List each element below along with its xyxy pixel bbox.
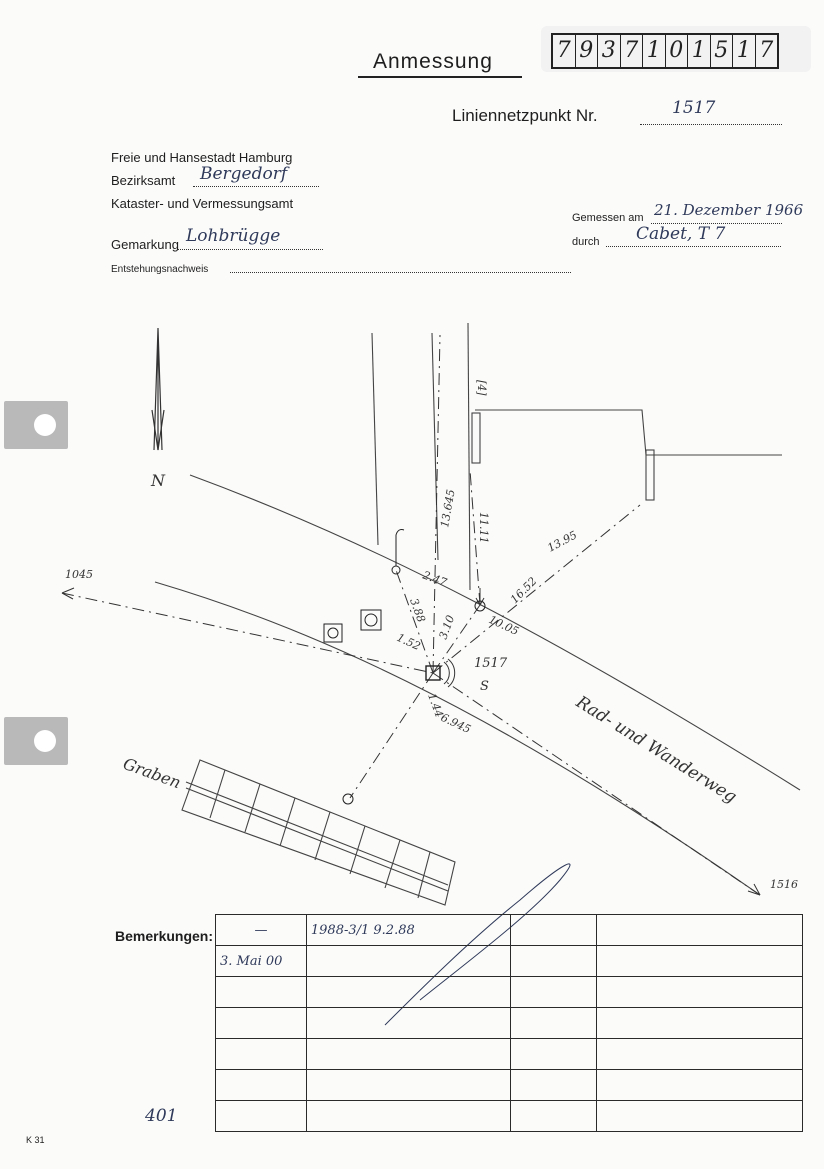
table-row (216, 1101, 803, 1132)
gemessen-label: Gemessen am (572, 212, 644, 224)
house-label: [4] (475, 380, 488, 396)
table-cell (597, 1070, 803, 1101)
table-cell: 1988-3/1 9.2.88 (306, 915, 510, 946)
table-cell (510, 1070, 597, 1101)
table-cell (597, 946, 803, 977)
measure-label: 3.10 (436, 613, 458, 642)
table-cell (510, 946, 597, 977)
handwritten-note: 401 (145, 1106, 178, 1126)
measure-label: 1.44 (425, 691, 446, 720)
north-arrow-icon (152, 328, 164, 450)
table-cell (216, 1070, 307, 1101)
measure-label: 13.95 (545, 528, 580, 555)
point-number-sketch: 1517 (474, 656, 508, 671)
hydrant-box-icon (324, 624, 342, 642)
measure-label: 2.47 (420, 568, 449, 590)
table-cell (306, 1101, 510, 1132)
point-number-label: Liniennetzpunkt Nr. (452, 106, 598, 125)
table-row (216, 946, 803, 977)
table-cell (306, 977, 510, 1008)
form-code: K 31 (26, 1135, 45, 1145)
table-cell (597, 1008, 803, 1039)
table-cell (510, 1008, 597, 1039)
table-cell (597, 977, 803, 1008)
table-cell (510, 1101, 597, 1132)
durch-label: durch (572, 236, 600, 248)
gemarkung-label: Gemarkung (111, 237, 179, 252)
authority-name: Freie und Hansestadt Hamburg (111, 150, 293, 165)
table-cell (510, 1039, 597, 1070)
measure-label: 11.11 (477, 512, 490, 544)
ditch-hatching (182, 760, 455, 905)
hydrant-circle-icon (328, 628, 338, 638)
id-digit: 7 (759, 38, 774, 63)
table-cell (216, 977, 307, 1008)
measure-label: 13.645 (438, 488, 458, 529)
table-cell (597, 1039, 803, 1070)
valve-circle-icon (365, 614, 377, 626)
id-digit: 1 (643, 35, 666, 67)
id-digit: 9 (576, 35, 599, 67)
gemessen-value: 21. Dezember 1966 (654, 201, 804, 219)
ditch-label: Graben (120, 753, 184, 793)
measure-label: 6.945 (438, 710, 473, 737)
point-ref-left: 1045 (65, 568, 93, 581)
table-cell (216, 1101, 307, 1132)
durch-value: Cabet, T 7 (636, 224, 726, 244)
measure-label: 10.05 (486, 612, 521, 639)
form-title: Anmessung (373, 50, 493, 73)
table-cell (216, 1039, 307, 1070)
north-label: N (151, 471, 165, 490)
id-digit: 3 (598, 35, 621, 67)
id-digit: 1 (688, 35, 711, 67)
table-row (216, 1008, 803, 1039)
gemarkung-value: Lohbrügge (186, 226, 281, 246)
lamp-post-icon (392, 566, 400, 574)
id-digit: 7 (621, 35, 644, 67)
remarks-table (215, 914, 803, 1132)
tree-point-icon (343, 794, 353, 804)
table-cell (306, 1039, 510, 1070)
point-number-value: 1517 (672, 98, 716, 118)
measure-label: 1.52 (394, 630, 423, 654)
id-digit: 1 (733, 35, 756, 67)
table-cell (306, 946, 510, 977)
table-cell (510, 915, 597, 946)
measurement-lines (62, 335, 760, 895)
point-sub-label: S (480, 679, 489, 694)
point-arc-icon (444, 659, 455, 687)
table-row (216, 977, 803, 1008)
table-row (216, 1039, 803, 1070)
measure-label: 3.88 (407, 596, 428, 625)
entstehung-label: Entstehungsnachweis (111, 264, 209, 275)
table-cell (597, 915, 803, 946)
table-cell (216, 1008, 307, 1039)
lamp-arm-icon (396, 530, 404, 566)
point-ref-right: 1516 (770, 878, 798, 891)
table-row (216, 1070, 803, 1101)
table-row (216, 915, 803, 946)
valve-box-icon (361, 610, 381, 630)
building-outline (472, 410, 782, 500)
bezirksamt-value: Bergedorf (200, 164, 288, 184)
office-name: Kataster- und Vermessungsamt (111, 196, 294, 211)
table-cell (306, 1008, 510, 1039)
arrow-left-icon (62, 588, 74, 599)
id-digit: 0 (666, 35, 689, 67)
table-cell (597, 1101, 803, 1132)
table-cell (306, 1070, 510, 1101)
table-cell: — (216, 915, 307, 946)
table-cell: 3. Mai 00 (216, 946, 307, 977)
bezirksamt-label: Bezirksamt (111, 173, 176, 188)
measure-label: 16.52 (507, 574, 540, 607)
road-label: Rad- und Wanderweg (572, 692, 740, 808)
remarks-label: Bemerkungen: (115, 928, 214, 944)
id-digit: 5 (711, 35, 734, 67)
table-cell (510, 977, 597, 1008)
id-digit: 7 (553, 35, 576, 67)
